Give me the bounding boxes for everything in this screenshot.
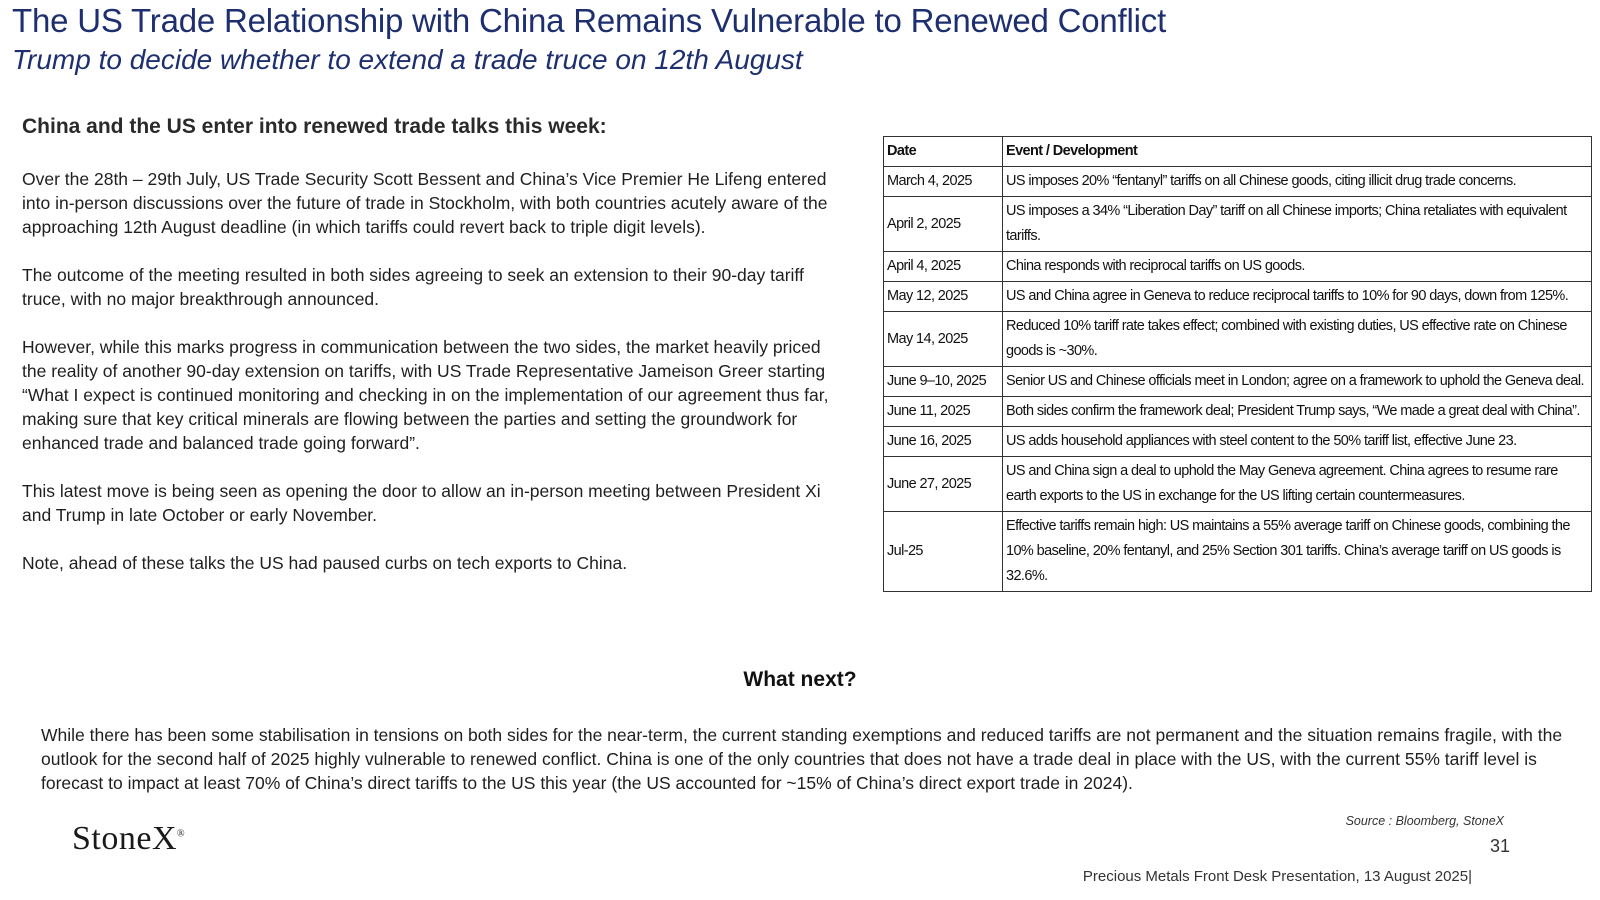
source-note: Source : Bloomberg, StoneX	[1345, 814, 1504, 828]
stonex-logo	[72, 820, 185, 858]
row-event: Senior US and Chinese officials meet in London; agree on a framework to uphold the Geneva deal.	[1003, 367, 1592, 397]
footer-presentation: Precious Metals Front Desk Presentation, 13 August 2025|	[1082, 868, 1472, 885]
row-event: US imposes a 34% “Liberation Day” tariff on all Chinese imports; China retaliates with equivalent tariffs.	[1003, 197, 1592, 252]
row-date: June 16, 2025	[884, 427, 1003, 457]
what-next-heading: What next?	[743, 668, 857, 691]
paragraph-market: However, while this marks progress in communication between the two sides, the market heavily priced the reality of another 90-day extension on tariffs, with US Trade Representative Jameison Greer starting “What I expect is continued monitoring and checking in on the implementation of our agreement thus far, making sure that key critical minerals are flowing between the parties and setting the groundwork for enhanced trade and balanced trade going forward”.	[22, 337, 829, 453]
what-next-paragraph: While there has been some stabilisation in tensions on both sides for the near-term, the current standing exemptions and reduced tariffs are not permanent and the situation remains fragile, with the outlook for the second half of 2025 highly vulnerable to renewed conflict. China is one of the only countries that does not have a trade deal in place with the US, with the current 55% tariff level is forecast to impact at least 70% of China’s direct tariffs to the US this year (the US accounted for ~15% of China’s direct export trade in 2024).	[41, 725, 1563, 793]
row-date: May 12, 2025	[884, 282, 1003, 312]
table-row	[884, 312, 1592, 367]
row-date: March 4, 2025	[884, 167, 1003, 197]
row-event: Reduced 10% tariff rate takes effect; combined with existing duties, US effective rate on Chinese goods is ~30%.	[1003, 312, 1592, 367]
row-event: Both sides confirm the framework deal; President Trump says, “We made a great deal with China”.	[1003, 397, 1592, 427]
row-date: Jul-25	[884, 512, 1003, 592]
row-event: Effective tariffs remain high: US maintains a 55% average tariff on Chinese goods, combining the 10% baseline, 20% fentanyl, and 25% Section 301 tariffs. China’s average tariff on US goods is 32.6%.	[1003, 512, 1592, 592]
page-subtitle: Trump to decide whether to extend a trade truce on 12th August	[12, 44, 803, 75]
registered-mark: ®	[177, 828, 186, 840]
paragraph-meeting: This latest move is being seen as opening the door to allow an in-person meeting between President Xi and Trump in late October or early November.	[22, 481, 821, 525]
row-date: June 9–10, 2025	[884, 367, 1003, 397]
column-header-date: Date	[884, 137, 1003, 167]
logo-text: StoneX	[72, 820, 177, 857]
row-date: June 11, 2025	[884, 397, 1003, 427]
column-header-event: Event / Development	[1003, 137, 1592, 167]
row-event: US adds household appliances with steel content to the 50% tariff list, effective June 23.	[1003, 427, 1592, 457]
table-row	[884, 282, 1592, 312]
row-date: April 2, 2025	[884, 197, 1003, 252]
table-row	[884, 427, 1592, 457]
section-heading: China and the US enter into renewed trade talks this week:	[22, 115, 607, 138]
table-header-row	[884, 137, 1592, 167]
table-row	[884, 397, 1592, 427]
table-row	[884, 197, 1592, 252]
paragraph-note: Note, ahead of these talks the US had paused curbs on tech exports to China.	[22, 553, 628, 573]
left-column	[22, 115, 837, 599]
row-date: May 14, 2025	[884, 312, 1003, 367]
table-row	[884, 457, 1592, 512]
row-date: April 4, 2025	[884, 252, 1003, 282]
row-event: US and China sign a deal to uphold the May Geneva agreement. China agrees to resume rare earth exports to the US in exchange for the US lifting certain countermeasures.	[1003, 457, 1592, 512]
table-row	[884, 252, 1592, 282]
row-date: June 27, 2025	[884, 457, 1003, 512]
table-row	[884, 512, 1592, 592]
row-event: US and China agree in Geneva to reduce reciprocal tariffs to 10% for 90 days, down from 125%.	[1003, 282, 1592, 312]
row-event: US imposes 20% “fentanyl” tariffs on all Chinese goods, citing illicit drug trade concerns.	[1003, 167, 1592, 197]
table-row	[884, 167, 1592, 197]
table-row	[884, 367, 1592, 397]
timeline-table	[883, 136, 1592, 592]
paragraph-outcome: The outcome of the meeting resulted in both sides agreeing to seek an extension to their 90-day tariff truce, with no major breakthrough announced.	[22, 265, 804, 309]
paragraph-talks: Over the 28th – 29th July, US Trade Security Scott Bessent and China’s Vice Premier He Lifeng entered into in-person discussions over the future of trade in Stockholm, with both countries acutely aware of the approaching 12th August deadline (in which tariffs could revert back to triple digit levels).	[22, 169, 828, 237]
page-number: 31	[1489, 836, 1510, 856]
row-event: China responds with reciprocal tariffs on US goods.	[1003, 252, 1592, 282]
page-title: The US Trade Relationship with China Remains Vulnerable to Renewed Conflict	[12, 2, 1167, 39]
